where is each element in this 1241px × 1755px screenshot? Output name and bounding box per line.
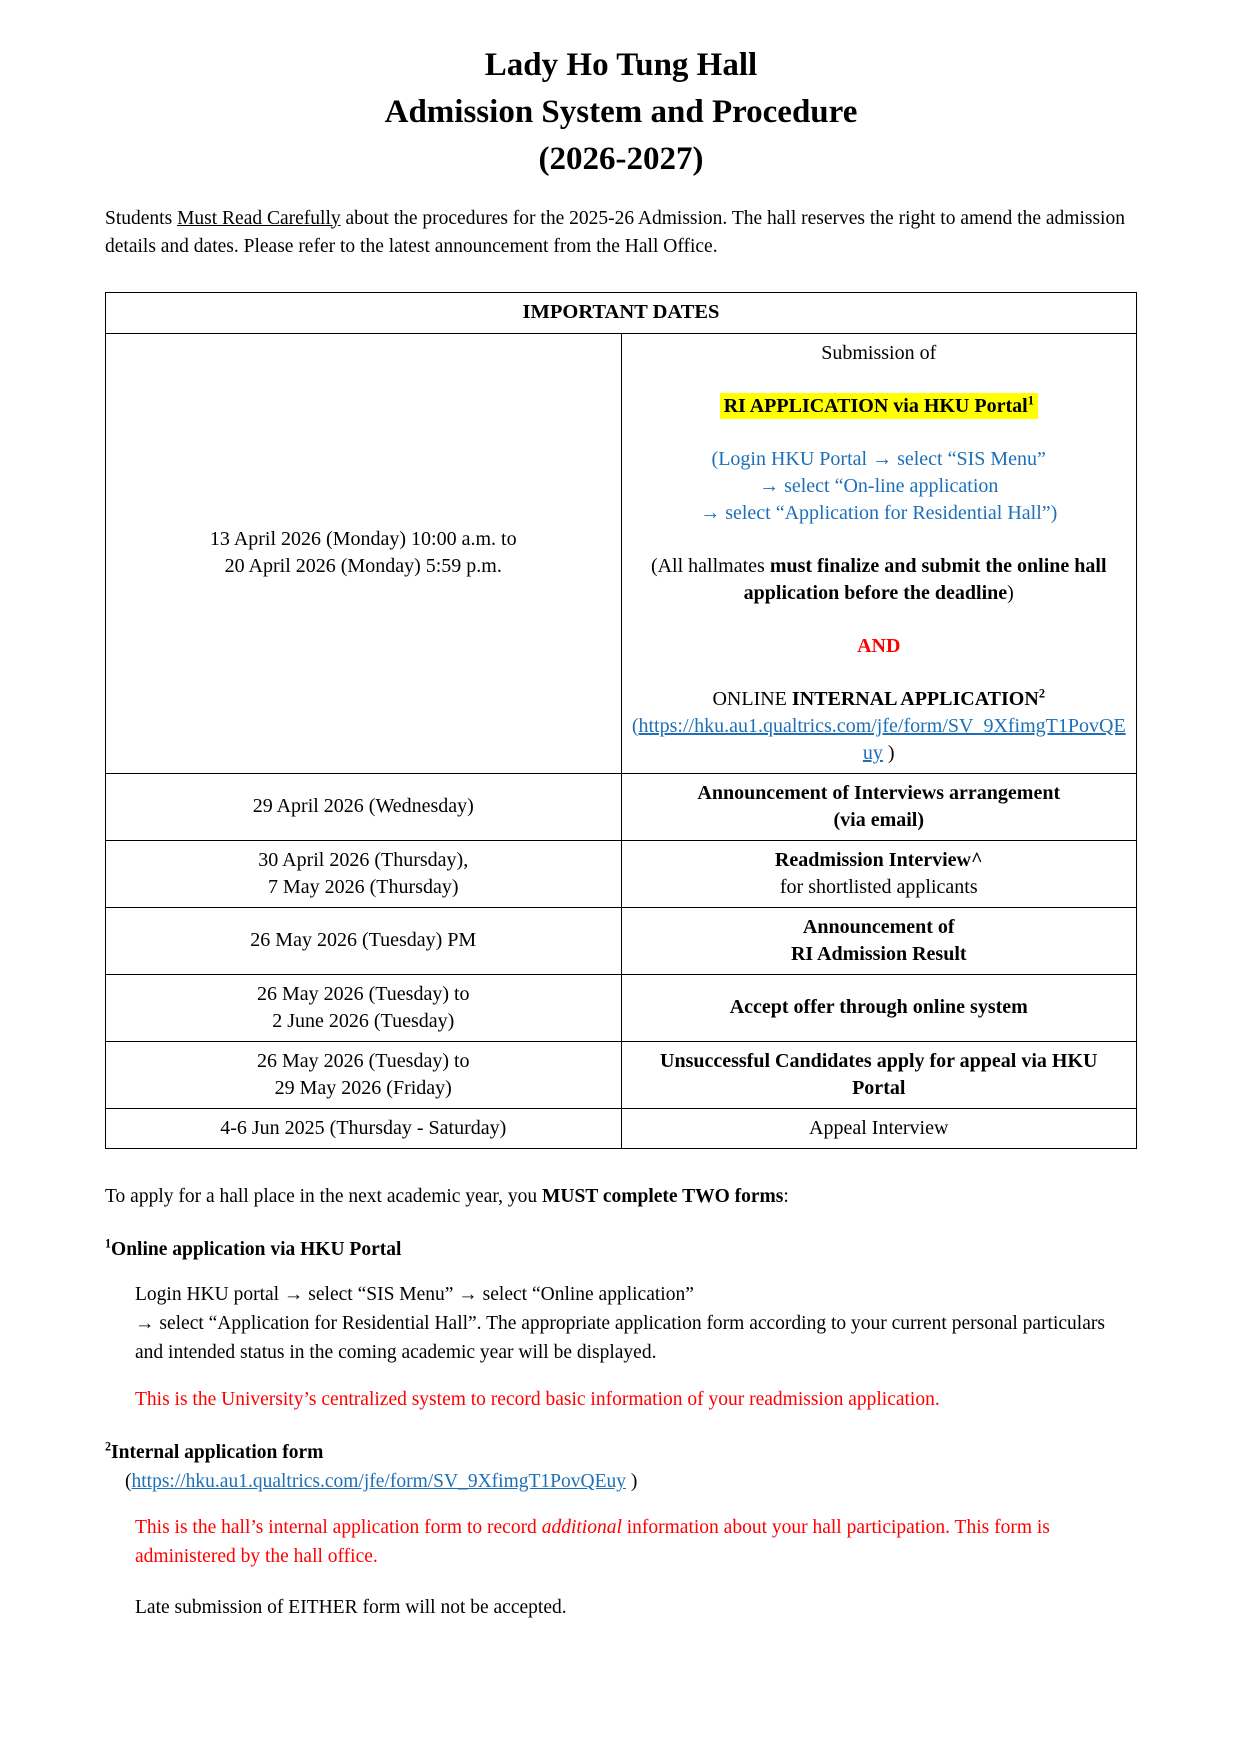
section1-red-note: This is the University’s centralized system to record basic information of your readmission application. bbox=[135, 1388, 940, 1410]
ri-application-label: RI APPLICATION via HKU Portal bbox=[723, 394, 1028, 417]
and-label: AND bbox=[857, 634, 901, 657]
intro-underlined-text: Must Read Carefully bbox=[177, 207, 341, 229]
table-row bbox=[106, 974, 1137, 1041]
table-header-row bbox=[106, 293, 1137, 334]
date-text: 20 April 2026 (Monday) 5:59 p.m. bbox=[224, 555, 502, 578]
date-cell bbox=[106, 840, 622, 907]
section2-heading bbox=[105, 1439, 1137, 1466]
internal-application-label: INTERNAL APPLICATION$^2$ bbox=[791, 686, 1046, 710]
internal-application-line bbox=[632, 686, 1127, 767]
section2-red-pre: This is the hall’s internal application form to record bbox=[135, 1517, 542, 1539]
event-cell bbox=[621, 840, 1137, 907]
portal-step-1: (Login HKU Portal → select “SIS Menu” bbox=[711, 447, 1046, 470]
portal-step-2: → select “On-line application bbox=[759, 474, 999, 497]
important-dates-table bbox=[105, 292, 1137, 1149]
event-cell bbox=[621, 907, 1137, 974]
table-row bbox=[106, 773, 1137, 840]
section1-heading bbox=[105, 1236, 1137, 1263]
footnote-marker-2: 2 bbox=[105, 1439, 112, 1454]
date-text: 29 April 2026 (Wednesday) bbox=[252, 795, 474, 818]
table-row bbox=[106, 840, 1137, 907]
date-cell bbox=[106, 333, 622, 773]
date-cell bbox=[106, 773, 622, 840]
apply-note-bold: MUST complete TWO forms bbox=[541, 1185, 784, 1207]
deadline-note-pre: (All hallmates bbox=[650, 554, 770, 577]
page-title bbox=[105, 42, 1137, 183]
deadline-note bbox=[632, 553, 1127, 607]
event-text-bold: Announcement of Interviews arrangement bbox=[697, 781, 1061, 804]
date-text: 29 May 2026 (Friday) bbox=[274, 1076, 452, 1099]
table-row bbox=[106, 1108, 1137, 1148]
link-paren-close: ) bbox=[626, 1470, 638, 1492]
title-line-2: Admission System and Procedure bbox=[384, 93, 858, 130]
date-text: 26 May 2026 (Tuesday) to bbox=[256, 982, 470, 1005]
event-text: for shortlisted applicants bbox=[779, 875, 978, 898]
event-cell bbox=[621, 1108, 1137, 1148]
intro-text: Students bbox=[105, 207, 178, 229]
date-text: 7 May 2026 (Thursday) bbox=[267, 875, 459, 898]
deadline-note-bold: must finalize and submit the online hall application before the deadline bbox=[743, 554, 1107, 604]
table-row bbox=[106, 333, 1137, 773]
table-row bbox=[106, 907, 1137, 974]
section2-red-note bbox=[135, 1514, 1137, 1572]
qualtrics-form-link[interactable]: https://hku.au1.qualtrics.com/jfe/form/SV_9XfimgT1PovQEuy bbox=[131, 1470, 626, 1492]
title-line-3: (2026-2027) bbox=[538, 140, 704, 177]
section1-body bbox=[135, 1281, 1137, 1368]
highlighted-text bbox=[720, 393, 1038, 419]
portal-step-3: → select “Application for Residential Hall”) bbox=[700, 501, 1058, 524]
event-text-bold: RI Admission Result bbox=[790, 942, 967, 965]
portal-steps bbox=[632, 446, 1127, 527]
date-cell bbox=[106, 1041, 622, 1108]
date-text: 26 May 2026 (Tuesday) PM bbox=[250, 929, 477, 952]
event-cell bbox=[621, 333, 1137, 773]
section1-heading-text: Online application via HKU Portal bbox=[111, 1238, 402, 1260]
table-header: IMPORTANT DATES bbox=[106, 293, 1137, 334]
event-cell bbox=[621, 974, 1137, 1041]
apply-note-post: : bbox=[783, 1185, 789, 1207]
section2-red-italic: additional bbox=[541, 1517, 622, 1539]
event-text-bold: Accept offer through online system bbox=[729, 996, 1028, 1019]
date-text: 30 April 2026 (Thursday), bbox=[258, 848, 469, 871]
link-paren-close: ) bbox=[882, 741, 895, 764]
date-text: 2 June 2026 (Tuesday) bbox=[272, 1009, 455, 1032]
date-cell bbox=[106, 907, 622, 974]
intro-text-rest: about the procedures for the 2025-26 Admission. The hall reserves the right to amend the admission details and dates. Please refer to the latest announcement from the Hall Office. bbox=[105, 207, 1125, 258]
section2-link-line bbox=[125, 1468, 1137, 1496]
link-paren-open: ( bbox=[125, 1470, 132, 1492]
date-cell bbox=[106, 1108, 622, 1148]
late-submission-note: Late submission of EITHER form will not be accepted. bbox=[135, 1596, 567, 1618]
online-label: ONLINE bbox=[712, 687, 792, 710]
section1-body-text: → select “Application for Residential Hall”. The appropriate application form according to your current personal particulars and intended status in the coming academic year will be displayed. bbox=[135, 1312, 1105, 1363]
apply-note bbox=[105, 1183, 1137, 1212]
section1-step-line: Login HKU portal → select “SIS Menu” → select “Online application” bbox=[135, 1284, 694, 1306]
event-cell bbox=[621, 773, 1137, 840]
date-text: 4-6 Jun 2025 (Thursday - Saturday) bbox=[220, 1116, 507, 1139]
highlight-line bbox=[632, 393, 1127, 420]
section2-red-post: information about your hall participation. This form is administered by the hall office. bbox=[135, 1517, 1050, 1567]
footnote-marker-2: 2 bbox=[1038, 686, 1046, 701]
apply-note-pre: To apply for a hall place in the next academic year, you bbox=[105, 1185, 542, 1207]
event-cell bbox=[621, 1041, 1137, 1108]
date-text: 13 April 2026 (Monday) 10:00 a.m. to bbox=[209, 528, 517, 551]
intro-paragraph bbox=[105, 205, 1137, 263]
event-text-bold: Announcement of bbox=[802, 915, 955, 938]
event-text-bold: (via email) bbox=[833, 808, 925, 831]
title-line-1: Lady Ho Tung Hall bbox=[484, 47, 758, 83]
footnote-marker-1: 1 bbox=[105, 1236, 112, 1251]
deadline-note-post: ) bbox=[1007, 581, 1014, 604]
qualtrics-form-link[interactable]: https://hku.au1.qualtrics.com/jfe/form/SV_9XfimgT1PovQEuy bbox=[638, 714, 1126, 764]
link-paren-open: ( bbox=[631, 714, 639, 737]
event-text-bold: Readmission Interview^ bbox=[774, 848, 983, 871]
section2-heading-text: Internal application form bbox=[111, 1441, 324, 1463]
date-cell bbox=[106, 974, 622, 1041]
submission-label: Submission of bbox=[821, 341, 937, 364]
footnote-marker-1: 1 bbox=[1027, 393, 1034, 408]
table-row bbox=[106, 1041, 1137, 1108]
date-text: 26 May 2026 (Tuesday) to bbox=[256, 1049, 470, 1072]
event-text: Appeal Interview bbox=[809, 1116, 949, 1139]
event-text-bold: Unsuccessful Candidates apply for appeal via HKU Portal bbox=[660, 1049, 1098, 1099]
